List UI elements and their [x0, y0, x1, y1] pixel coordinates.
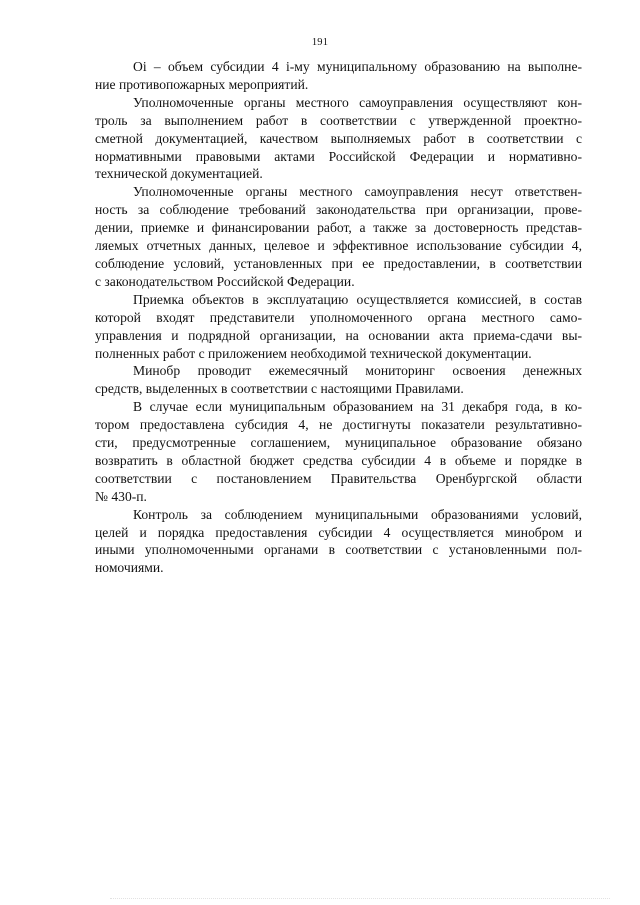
paragraph-acceptance — [95, 291, 582, 363]
text-line: ность за соблюдение требований законодательства при организации, прове- — [95, 202, 582, 218]
text-line: дении, приемке и финансировании работ, а также за достоверность представ- — [95, 220, 582, 236]
text-line: целей и порядка предоставления субсидии 4 осуществляется минобром и — [95, 524, 582, 540]
text-line: номочиями. — [95, 560, 164, 576]
text-line: ляемых отчетных данных, целевое и эффективное использование субсидии 4, — [95, 238, 582, 254]
text-line: соблюдение условий, установленных при ее предоставлении, в соответствии — [95, 255, 582, 271]
text-line: технической документацией. — [95, 166, 263, 182]
text-line: средств, выделенных в соответствии с настоящими Правилами. — [95, 381, 464, 397]
text-line: Oi – объем субсидии 4 i-му муниципальному образованию на выполне- — [133, 59, 582, 74]
text-line: иными уполномоченными органами в соответствии с установленными пол- — [95, 542, 582, 558]
page-number: 191 — [311, 37, 329, 48]
paragraph-monitoring — [95, 362, 582, 398]
text-line: ние противопожарных мероприятий. — [95, 76, 309, 92]
text-line: Контроль за соблюдением муниципальными образованиями условий, — [133, 506, 582, 522]
text-line: управления и подрядной организации, на основании акта приема-сдачи вы- — [95, 327, 582, 343]
text-line: которой входят представители уполномоченного органа местного само- — [95, 309, 582, 325]
text-line: № 430-п. — [95, 488, 147, 504]
text-line: сти, предусмотренные соглашением, муниципальное образование обязано — [95, 435, 582, 451]
text-line: полненных работ с приложением необходимой технической документации. — [95, 345, 532, 361]
text-line: тором предоставлена субсидия 4, не достигнуты показатели результативно- — [95, 417, 582, 433]
text-line: Уполномоченные органы местного самоуправления осуществляют кон- — [133, 94, 582, 110]
text-line: соответствии с постановлением Правительства Оренбургской области — [95, 470, 582, 486]
text-line: Приемка объектов в эксплуатацию осуществляется комиссией, в состав — [133, 291, 582, 307]
text-line: сметной документацией, качеством выполняемых работ в соответствии с — [95, 130, 582, 146]
text-line: возвратить в областной бюджет средства субсидии 4 в объеме и порядке в — [95, 452, 582, 468]
text-line: троль за выполнением работ в соответствии с утвержденной проектно- — [95, 112, 582, 128]
document-body — [95, 58, 582, 577]
paragraph-return — [95, 398, 582, 505]
paragraph-control — [95, 94, 582, 184]
scan-footer-artifact — [110, 898, 610, 901]
text-line: В случае если муниципальным образованием на 31 декабря года, в ко- — [133, 399, 582, 415]
text-line: Минобр проводит ежемесячный мониторинг освоения денежных — [133, 363, 582, 379]
paragraph-oversight — [95, 506, 582, 578]
text-line: с законодательством Российской Федерации. — [95, 273, 355, 289]
paragraph-responsibility — [95, 183, 582, 290]
paragraph-subsidy-volume — [95, 58, 582, 94]
text-line: нормативными правовыми актами Российской Федерации и нормативно- — [95, 148, 582, 164]
text-line: Уполномоченные органы местного самоуправления несут ответствен- — [133, 184, 582, 200]
